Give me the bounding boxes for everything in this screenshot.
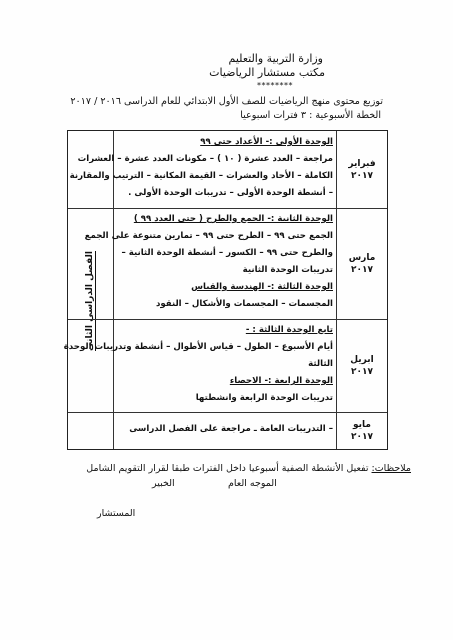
unit-title: الوحدة الثالثة :- الهندسة والقياس [191, 282, 333, 292]
content-line: الجمع حتى ٩٩ – الطرح حتى ٩٩ – تمارين متنوعة على الجمع [84, 231, 333, 241]
content-line: أيام الأسبوع – الطول – قياس الأطوال – أنشطة وتدريبات الوحدة [63, 342, 333, 352]
month-year: ٢٠١٧ [351, 431, 373, 442]
notes-label: ملاحظات: [371, 463, 411, 474]
table-row-may [68, 412, 387, 449]
month-year: ٢٠١٧ [351, 366, 373, 377]
stars-divider: ******** [257, 81, 293, 90]
month-name: مارس [348, 252, 376, 263]
unit-title: الوحدة الأولى :- الأعداد حتى ٩٩ [200, 137, 333, 147]
weekly-plan: الخطة الأسبوعية : ٣ فترات اسبوعيا [240, 110, 381, 121]
advisor-signature: المستشار [97, 508, 136, 519]
curriculum-table [63, 130, 388, 450]
month-cell [336, 131, 387, 208]
office-name: مكتب مستشار الرياضيات [209, 66, 325, 79]
month-cell [336, 412, 387, 449]
expert-signature: الخبير [152, 478, 175, 489]
month-name: ابريل [350, 354, 374, 365]
unit-title: تابع الوحدة الثالثة : - [245, 325, 333, 335]
table-row-april [63, 319, 387, 413]
month-name: فبراير [348, 158, 376, 169]
supervisor-signature: الموجه العام [228, 478, 277, 489]
content-line: تدريبات الوحدة الرابعة وانشطتها [195, 393, 333, 403]
content-line: – التدريبات العامة ـ مراجعة على الفصل الدراسى [129, 424, 333, 434]
content-cell [111, 412, 337, 449]
content-line: المجسمات – المجسمات والأشكال – النقود [155, 299, 333, 309]
month-name: مايو [353, 419, 371, 430]
notes-text: تفعيل الأنشطة الصفية أسبوعيا داخل الفترات طبقا لقرار التقويم الشامل [86, 463, 369, 474]
unit-title: الوحدة الثانية :- الجمع والطرح ( حتى العدد ٩٩ ) [133, 214, 333, 224]
content-line: مراجعة – العدد عشرة ( ١٠ ) – مكونات العدد عشرة – العشرات [77, 154, 333, 164]
unit-title: الوحدة الرابعة :- الاحصاء [229, 376, 333, 386]
document-title: توزيع محتوى منهج الرياضيات للصف الأول الابتدائي للعام الدراسى ٢٠١٦ / ٢٠١٧ [70, 96, 383, 107]
table-row-march [68, 208, 387, 320]
month-cell [336, 319, 387, 412]
notes-line [86, 463, 411, 474]
content-line: – أنشطة الوحدة الأولى – تدريبات الوحدة الأولى . [128, 188, 333, 198]
content-line: تدريبات الوحدة الثانية [242, 265, 333, 275]
content-cell [69, 131, 337, 208]
table-row-february [68, 131, 387, 209]
month-year: ٢٠١٧ [351, 264, 373, 275]
ministry-name: وزارة التربية والتعليم [228, 52, 323, 65]
month-year: ٢٠١٧ [351, 170, 373, 181]
content-cell [63, 319, 337, 412]
content-line: الثالثة [308, 359, 333, 369]
month-cell [336, 208, 387, 319]
content-line: الكاملة – الأحاد والعشرات – القيمة المكانية – الترتيب والمقارنة [69, 171, 333, 181]
term-label: الفصل الدراسى الثانى [85, 251, 95, 351]
content-line: والطرح حتى ٩٩ – الكسور – أنشطة الوحدة الثانية – [121, 248, 333, 258]
